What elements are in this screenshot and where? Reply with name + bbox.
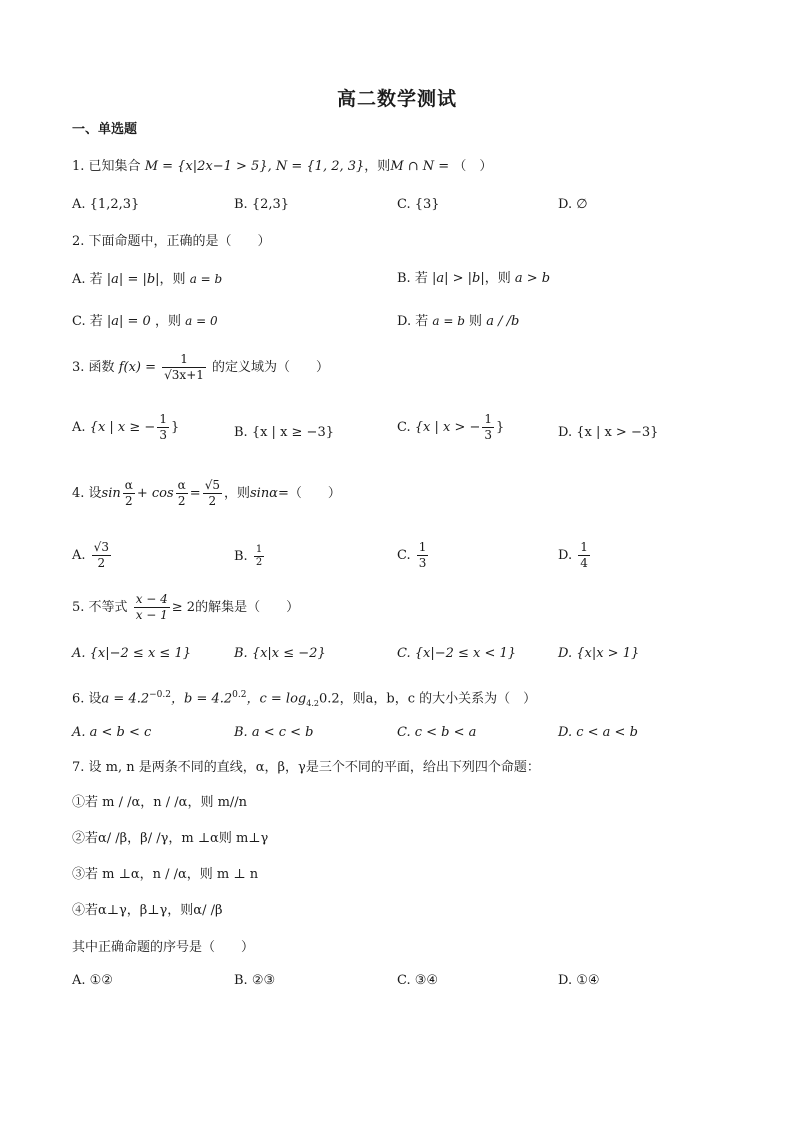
q7-option-a: A. ①② bbox=[72, 973, 113, 988]
q4-mid: ，则 bbox=[223, 486, 250, 501]
q1-math: M = {x|2x−1 > 5}, N = {1, 2, 3} bbox=[144, 159, 365, 174]
q2-option-a bbox=[72, 270, 222, 289]
q7-option-b: B. ②③ bbox=[234, 973, 276, 988]
q2-d-res: a / /b bbox=[486, 314, 520, 329]
q3-c-fraction bbox=[482, 412, 494, 443]
q5-fraction bbox=[134, 592, 170, 623]
q5-option-c: C. {x|−2 ≤ x < 1} bbox=[397, 646, 517, 661]
q4-plus-cos: + cos bbox=[136, 486, 174, 501]
q4-d-fraction bbox=[578, 540, 590, 571]
q4-two-3: 2 bbox=[208, 494, 217, 508]
q1-suffix: （ ） bbox=[453, 159, 493, 174]
q7-statement-1: ①若 m / /α，n / /α，则 m//n bbox=[72, 795, 248, 810]
question-4 bbox=[72, 478, 341, 509]
q2-a-then: ，则 bbox=[159, 272, 186, 287]
q6-suffix: ，则a，b，c 的大小关系为（ ） bbox=[339, 691, 537, 707]
q4-b-label: B. bbox=[234, 549, 248, 564]
question-6 bbox=[72, 686, 536, 713]
q6-option-c: C. c < b < a bbox=[397, 725, 477, 740]
q4-alpha-1: α bbox=[124, 478, 133, 492]
q3-c-post: } bbox=[496, 420, 505, 435]
q4-sinalpha: sinα bbox=[249, 486, 278, 501]
q2-b-then: ，则 bbox=[484, 271, 511, 286]
q4-suffix: =（ ） bbox=[277, 486, 341, 501]
q4-a-fraction bbox=[92, 540, 111, 571]
q4-option-a bbox=[72, 540, 113, 571]
q4-sin: sin bbox=[101, 486, 121, 501]
q5-prefix: 5. 不等式 bbox=[72, 600, 128, 615]
q2-option-d bbox=[397, 312, 519, 331]
q5-ge: ≥ 2 bbox=[171, 600, 196, 615]
q3-option-c bbox=[397, 412, 504, 443]
q7-statement-2: ②若α/ /β，β/ /γ，m ⊥α则 m⊥γ bbox=[72, 831, 269, 846]
q2-option-b bbox=[397, 270, 550, 288]
q1-option-c: C. {3} bbox=[397, 197, 440, 212]
q1-option-d: D. ∅ bbox=[558, 197, 588, 212]
q2-a-label: A. 若 bbox=[72, 272, 103, 287]
q1-mid: ，则 bbox=[364, 159, 391, 174]
q3-a-den: 3 bbox=[159, 428, 167, 442]
q7-option-d: D. ①④ bbox=[558, 973, 600, 988]
q2-b-cond: |a| > |b| bbox=[431, 271, 485, 286]
q6-b-exp: 0.2 bbox=[232, 690, 247, 700]
q4-a-den: 2 bbox=[97, 556, 106, 570]
q4-option-d bbox=[558, 540, 592, 571]
q1-math2: M ∩ N = bbox=[390, 159, 450, 174]
q4-prefix: 4. 设 bbox=[72, 486, 102, 501]
q2-a-cond: |a| = |b| bbox=[106, 272, 160, 287]
q3-c-den: 3 bbox=[484, 428, 493, 442]
q3-numerator: 1 bbox=[162, 352, 206, 368]
q2-d-cond: a = b bbox=[432, 314, 465, 328]
q5-option-a: A. {x|−2 ≤ x ≤ 1} bbox=[72, 646, 191, 661]
q7-option-c: C. ③④ bbox=[397, 973, 439, 988]
q4-b-num: 1 bbox=[255, 544, 263, 555]
question-1 bbox=[72, 158, 492, 176]
q3-a-num: 1 bbox=[159, 412, 167, 426]
q2-c-then: ，则 bbox=[154, 314, 181, 329]
q3-option-a bbox=[72, 412, 179, 443]
q2-c-label: C. 若 bbox=[72, 314, 103, 329]
q1-option-b: B. {2,3} bbox=[234, 197, 290, 212]
q4-c-den: 3 bbox=[418, 556, 427, 570]
q4-a-num: √3 bbox=[93, 540, 109, 554]
q6-a-exp: −0.2 bbox=[149, 690, 171, 700]
q4-d-label: D. bbox=[558, 548, 573, 563]
q5-option-d: D. {x|x > 1} bbox=[558, 646, 640, 661]
q6-a: a = 4.2 bbox=[101, 691, 150, 707]
q2-b-res: a > b bbox=[514, 271, 551, 286]
question-5 bbox=[72, 592, 299, 623]
q4-c-fraction bbox=[417, 540, 429, 571]
q6-option-d: D. c < a < b bbox=[558, 725, 638, 740]
q4-option-b bbox=[234, 544, 266, 569]
q4-d-den: 4 bbox=[580, 556, 588, 570]
q6-c: ，c = log bbox=[246, 691, 307, 707]
q1-prefix: 1. 已知集合 bbox=[72, 159, 141, 174]
q7-question: 其中正确命题的序号是（ ） bbox=[72, 940, 255, 955]
q2-a-res: a = b bbox=[189, 272, 223, 286]
section-heading: 一、单选题 bbox=[72, 122, 138, 137]
question-7: 7. 设 m, n 是两条不同的直线，α，β，γ是三个不同的平面，给出下列四个命题： bbox=[72, 760, 540, 775]
q4-c-label: C. bbox=[397, 548, 411, 563]
q4-d-num: 1 bbox=[580, 540, 588, 554]
q4-frac-3 bbox=[203, 478, 222, 509]
q4-a-label: A. bbox=[72, 548, 86, 563]
q3-option-d: D. {x | x > −3} bbox=[558, 425, 659, 440]
q4-frac-1 bbox=[123, 478, 135, 509]
q5-den: x − 1 bbox=[135, 608, 168, 622]
question-2: 2. 下面命题中，正确的是（ ） bbox=[72, 234, 271, 249]
q4-eq: = bbox=[189, 486, 201, 501]
q3-a-post: } bbox=[170, 420, 180, 435]
q4-b-den: 2 bbox=[255, 557, 263, 568]
q4-sqrt5: √5 bbox=[204, 478, 220, 492]
q1-option-a: A. {1,2,3} bbox=[72, 197, 140, 212]
q2-c-cond: |a| = 0 bbox=[106, 314, 151, 329]
q6-option-a: A. a < b < c bbox=[72, 725, 152, 740]
q6-c-sub: 4.2 bbox=[306, 698, 319, 708]
q5-option-b: B. {x|x ≤ −2} bbox=[234, 646, 326, 661]
q2-option-c bbox=[72, 312, 218, 331]
q6-c-tail: 0.2 bbox=[318, 691, 340, 707]
q6-option-b: B. a < c < b bbox=[234, 725, 314, 740]
q3-option-b: B. {x | x ≥ −3} bbox=[234, 425, 334, 440]
q3-prefix: 3. 函数 bbox=[72, 360, 115, 375]
q2-d-then: 则 bbox=[469, 314, 483, 329]
q3-c-pre: {x | x > − bbox=[414, 420, 481, 435]
q4-frac-2 bbox=[176, 478, 188, 509]
q4-b-fraction bbox=[254, 544, 264, 569]
q3-c-num: 1 bbox=[484, 412, 493, 426]
q7-statement-4: ④若α⊥γ，β⊥γ，则α/ /β bbox=[72, 903, 223, 918]
question-3 bbox=[72, 352, 329, 383]
q3-fraction bbox=[162, 352, 206, 383]
q3-denominator: √3x+1 bbox=[164, 368, 204, 382]
q3-suffix: 的定义域为（ ） bbox=[212, 360, 330, 375]
q4-two-2: 2 bbox=[177, 494, 186, 508]
q3-a-fraction bbox=[157, 412, 169, 443]
q2-b-label: B. 若 bbox=[397, 271, 428, 286]
q3-a-pre: {x | x ≥ − bbox=[89, 420, 156, 435]
q4-two-1: 2 bbox=[124, 494, 133, 508]
q4-option-c bbox=[397, 540, 430, 571]
q4-alpha-2: α bbox=[177, 478, 186, 492]
q7-statement-3: ③若 m ⊥α，n / /α，则 m ⊥ n bbox=[72, 867, 259, 882]
q5-num: x − 4 bbox=[135, 592, 168, 606]
page-title: 高二数学测试 bbox=[336, 88, 457, 110]
q6-b: ，b = 4.2 bbox=[171, 691, 233, 707]
q3-c-label: C. bbox=[397, 420, 411, 435]
q2-c-res: a = 0 bbox=[185, 314, 218, 328]
q3-fx: f(x) = bbox=[118, 360, 156, 375]
q3-a-label: A. bbox=[72, 420, 86, 435]
q6-prefix: 6. 设 bbox=[72, 691, 102, 707]
q2-d-label: D. 若 bbox=[397, 314, 429, 329]
q4-c-num: 1 bbox=[418, 540, 427, 554]
q5-suffix: 的解集是（ ） bbox=[195, 600, 300, 615]
